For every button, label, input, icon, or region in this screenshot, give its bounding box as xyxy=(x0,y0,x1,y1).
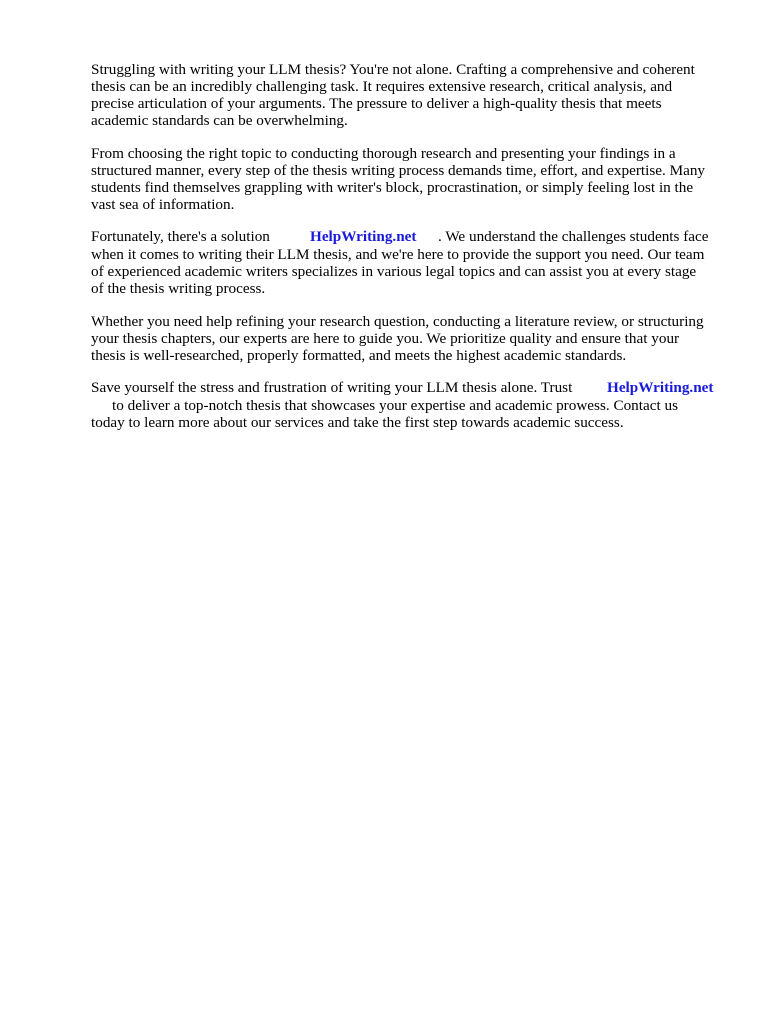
paragraph-2-line-3: students find themselves grappling with writer's block, procrastination, or simply feeling lost in the xyxy=(91,179,694,196)
paragraph-4-line-3: thesis is well-researched, properly formatted, and meets the highest academic standards. xyxy=(91,347,627,364)
paragraph-3-line-3: of experienced academic writers specializes in various legal topics and can assist you at every stage xyxy=(91,263,697,280)
paragraph-2-line-1: From choosing the right topic to conducting thorough research and presenting your findings in a xyxy=(91,145,676,162)
paragraph-1-line-2: thesis can be an incredibly challenging task. It requires extensive research, critical analysis, and xyxy=(91,78,673,95)
paragraph-3-line-4: of the thesis writing process. xyxy=(91,280,266,297)
paragraph-1-line-4: academic standards can be overwhelming. xyxy=(91,112,348,129)
paragraph-3-after-link: . We understand the challenges students face xyxy=(438,228,709,245)
paragraph-3-line-2: when it comes to writing their LLM thesis, and we're here to provide the support you need. Our team xyxy=(91,246,705,263)
helpwriting-link-2[interactable]: HelpWriting.net xyxy=(607,379,714,396)
paragraph-1-line-3: precise articulation of your arguments. The pressure to deliver a high-quality thesis that meets xyxy=(91,95,662,112)
paragraph-2-line-4: vast sea of information. xyxy=(91,196,235,213)
paragraph-4-line-2: your thesis chapters, our experts are here to guide you. We prioritize quality and ensure that your xyxy=(91,330,680,347)
paragraph-5-line-2: to deliver a top-notch thesis that showcases your expertise and academic prowess. Contact us xyxy=(112,397,678,414)
paragraph-1-line-1: Struggling with writing your LLM thesis? You're not alone. Crafting a comprehensive and coherent xyxy=(91,61,695,78)
paragraph-5-line-3: today to learn more about our services and take the first step towards academic success. xyxy=(91,414,624,431)
paragraph-5-intro: Save yourself the stress and frustration of writing your LLM thesis alone. Trust xyxy=(91,379,573,396)
paragraph-3-intro: Fortunately, there's a solution xyxy=(91,228,270,245)
paragraph-2-line-2: structured manner, every step of the thesis writing process demands time, effort, and expertise. Many xyxy=(91,162,706,179)
paragraph-4-line-1: Whether you need help refining your research question, conducting a literature review, or structuring xyxy=(91,313,704,330)
helpwriting-link-1[interactable]: HelpWriting.net xyxy=(310,228,417,245)
